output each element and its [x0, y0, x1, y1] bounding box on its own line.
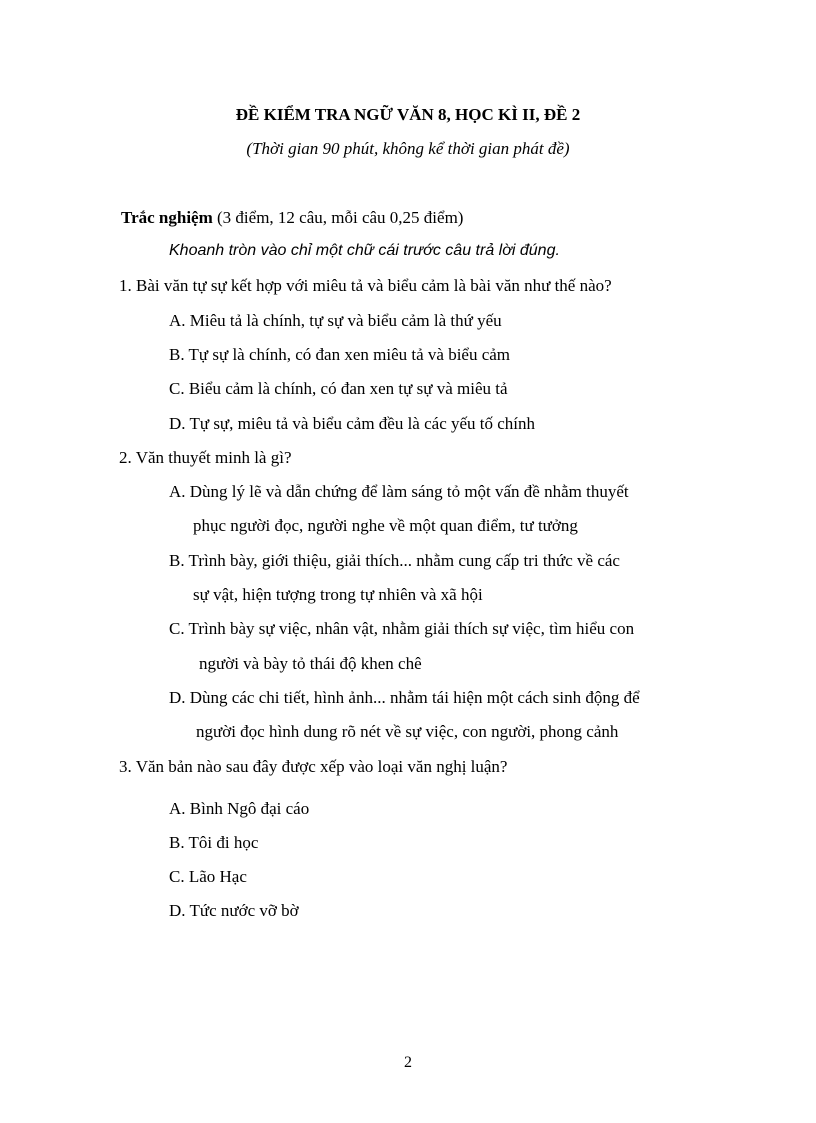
question-1-option-c: C. Biểu cảm là chính, có đan xen tự sự và miêu tả — [169, 379, 508, 398]
question-2-option-a: A. Dùng lý lẽ và dẫn chứng để làm sáng tỏ một vấn đề nhằm thuyết — [169, 482, 629, 501]
question-2-option-a-continued: phục người đọc, người nghe về một quan điểm, tư tưởng — [193, 516, 578, 535]
question-2-option-b-continued: sự vật, hiện tượng trong tự nhiên và xã hội — [193, 585, 483, 604]
question-1-option-b: B. Tự sự là chính, có đan xen miêu tả và biểu cảm — [169, 345, 511, 364]
question-1-option-a: A. Miêu tả là chính, tự sự và biểu cảm là thứ yếu — [169, 311, 502, 330]
question-2-option-d-continued: người đọc hình dung rõ nét về sự việc, con người, phong cảnh — [196, 722, 619, 741]
question-2: 2. Văn thuyết minh là gì? — [119, 448, 292, 467]
page-number: 2 — [404, 1054, 412, 1071]
question-2-option-d: D. Dùng các chi tiết, hình ảnh... nhằm tái hiện một cách sinh động để — [169, 688, 640, 707]
question-3-option-c: C. Lão Hạc — [169, 867, 247, 886]
section-heading — [121, 209, 463, 226]
section-title: Trắc nghiệm — [121, 208, 213, 227]
instruction-text: Khoanh tròn vào chỉ một chữ cái trước câu trả lời đúng. — [169, 242, 560, 259]
question-3-option-b: B. Tôi đi học — [169, 833, 259, 852]
question-3-option-d: D. Tức nước vỡ bờ — [169, 901, 299, 920]
section-scoring-note: (3 điểm, 12 câu, mỗi câu 0,25 điểm) — [212, 208, 464, 227]
question-2-option-c-continued: người và bày tỏ thái độ khen chê — [199, 654, 422, 673]
question-3-option-a: A. Bình Ngô đại cáo — [169, 799, 310, 818]
question-1: 1. Bài văn tự sự kết hợp với miêu tả và biểu cảm là bài văn như thế nào? — [119, 276, 612, 295]
question-2-option-b: B. Trình bày, giới thiệu, giải thích... nhằm cung cấp tri thức về các — [169, 551, 620, 570]
exam-title: ĐỀ KIỂM TRA NGỮ VĂN 8, HỌC KÌ II, ĐỀ 2 — [235, 105, 581, 124]
question-1-option-d: D. Tự sự, miêu tả và biểu cảm đều là các yếu tố chính — [169, 414, 536, 433]
question-3: 3. Văn bản nào sau đây được xếp vào loại văn nghị luận? — [119, 757, 508, 776]
question-2-option-c: C. Trình bày sự việc, nhân vật, nhằm giải thích sự việc, tìm hiểu con — [169, 619, 635, 638]
exam-duration-note: (Thời gian 90 phút, không kể thời gian phát đề) — [246, 139, 570, 158]
